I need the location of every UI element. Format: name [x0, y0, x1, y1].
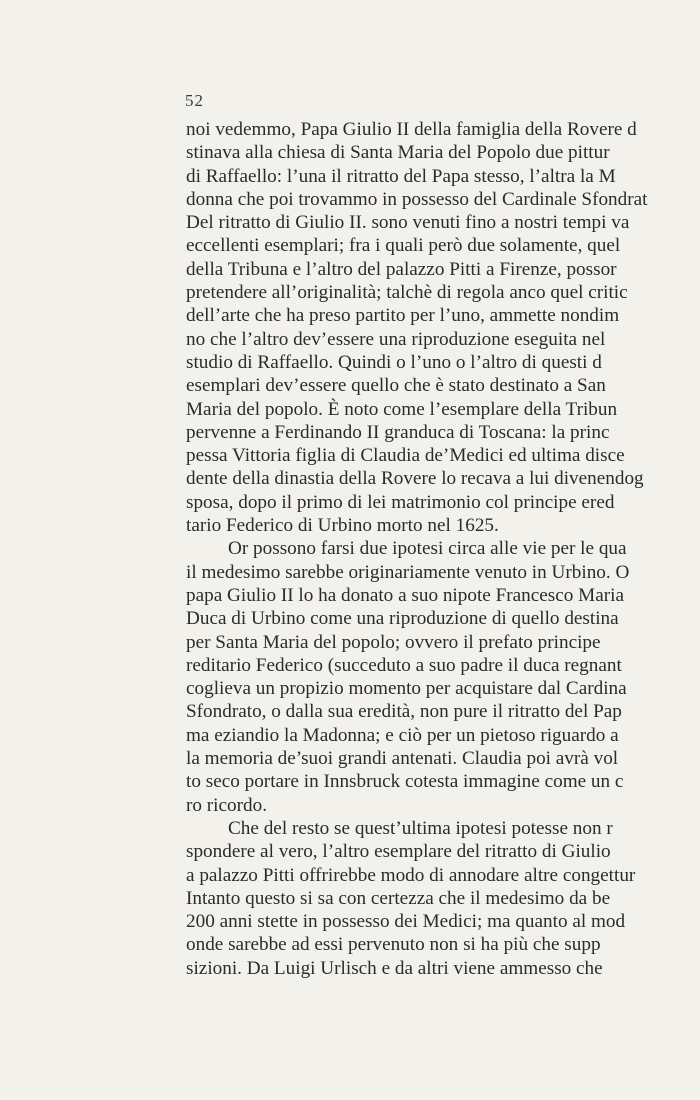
- text-line: noi vedemmo, Papa Giulio II della famiglia della Rovere d: [186, 119, 637, 140]
- text-line: per Santa Maria del popolo; ovvero il prefato principe: [186, 631, 601, 653]
- text-line: Che del resto se quest’ultima ipotesi potesse non r: [228, 817, 613, 839]
- body-text: [186, 118, 700, 980]
- text-line: della Tribuna e l’altro del palazzo Pitti a Firenze, possor: [186, 258, 617, 280]
- text-line: pervenne a Ferdinando II granduca di Toscana: la princ: [186, 421, 610, 443]
- text-line: dente della dinastia della Rovere lo recava a lui divenendog: [186, 468, 644, 490]
- text-line: sizioni. Da Luigi Urlisch e da altri viene ammesso che: [186, 957, 603, 979]
- text-line: Sfondrato, o dalla sua eredità, non pure il ritratto del Pap: [186, 701, 622, 723]
- text-line: papa Giulio II lo ha donato a suo nipote Francesco Maria: [186, 584, 624, 606]
- text-line: il medesimo sarebbe originariamente venuto in Urbino. O: [186, 561, 630, 583]
- text-line: Intanto questo si sa con certezza che il medesimo da be: [186, 887, 611, 909]
- text-line: eccellenti esemplari; fra i quali però due solamente, quel: [186, 235, 621, 257]
- page-number: 52: [185, 91, 204, 110]
- text-line: coglieva un propizio momento per acquistare dal Cardina: [186, 678, 627, 700]
- text-line: studio di Raffaello. Quindi o l’uno o l’altro di questi d: [186, 351, 602, 373]
- text-line: ma eziandio la Madonna; e ciò per un pietoso riguardo a: [186, 724, 619, 746]
- text-line: a palazzo Pitti offrirebbe modo di annodare altre congettur: [186, 864, 636, 886]
- text-line: donna che poi trovammo in possesso del Cardinale Sfondrat: [186, 188, 648, 210]
- text-line: no che l’altro dev’essere una riproduzione eseguita nel: [186, 328, 606, 350]
- text-line: stinava alla chiesa di Santa Maria del Popolo due pittur: [186, 142, 610, 164]
- text-line: di Raffaello: l’una il ritratto del Papa stesso, l’altra la M: [186, 165, 616, 187]
- text-line: 200 anni stette in possesso dei Medici; ma quanto al mod: [186, 911, 626, 933]
- text-line: ro ricordo.: [186, 794, 267, 816]
- text-line: pretendere all’originalità; talchè di regola anco quel critic: [186, 282, 628, 304]
- text-line: spondere al vero, l’altro esemplare del ritratto di Giulio: [186, 841, 611, 863]
- text-line: Duca di Urbino come una riproduzione di quello destina: [186, 608, 619, 630]
- text-line: reditario Federico (succeduto a suo padre il duca regnant: [186, 654, 622, 676]
- text-line: Or possono farsi due ipotesi circa alle vie per le qua: [228, 538, 627, 560]
- text-line: pessa Vittoria figlia di Claudia de’Medici ed ultima disce: [186, 445, 625, 467]
- text-line: Del ritratto di Giulio II. sono venuti fino a nostri tempi va: [186, 212, 630, 234]
- text-line: onde sarebbe ad essi pervenuto non si ha più che supp: [186, 934, 601, 956]
- text-line: la memoria de’suoi grandi antenati. Claudia poi avrà vol: [186, 748, 619, 770]
- text-line: Maria del popolo. È noto come l’esemplare della Tribun: [186, 398, 618, 420]
- text-line: dell’arte che ha preso partito per l’uno, ammette nondim: [186, 305, 620, 327]
- text-line: to seco portare in Innsbruck cotesta immagine come un c: [186, 771, 624, 793]
- text-line: esemplari dev’essere quello che è stato destinato a San: [186, 375, 606, 397]
- text-line: tario Federico di Urbino morto nel 1625.: [186, 515, 499, 537]
- text-line: sposa, dopo il primo di lei matrimonio col principe ered: [186, 491, 615, 513]
